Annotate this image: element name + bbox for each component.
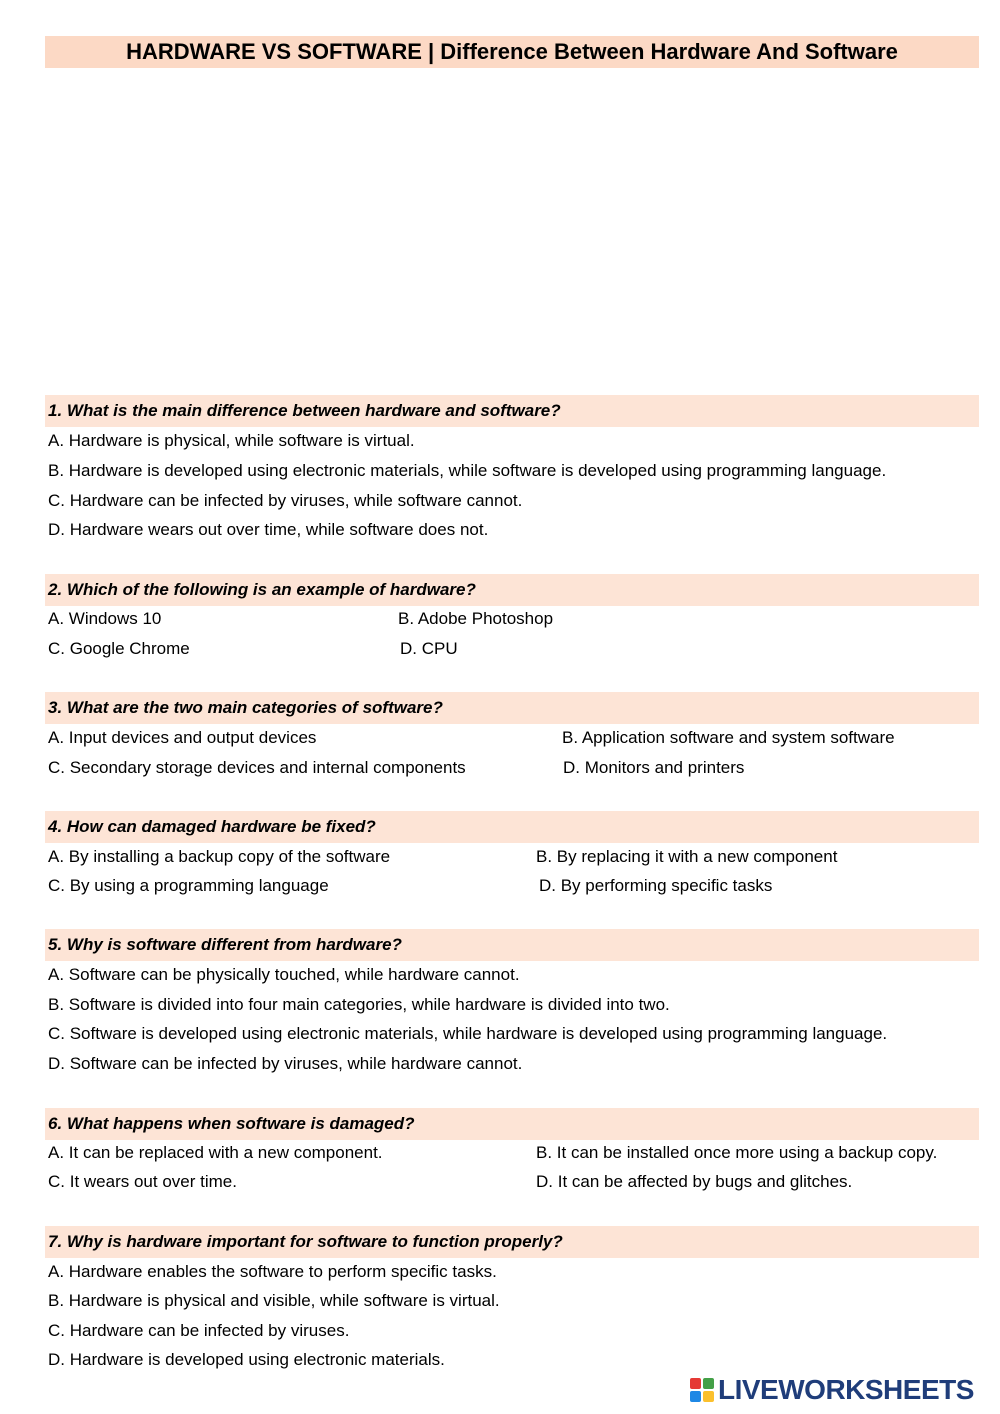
option-3d[interactable]: D. Monitors and printers: [563, 758, 745, 777]
question-7: 7. Why is hardware important for software to function properly?: [45, 1226, 979, 1258]
option-2b[interactable]: B. Adobe Photoshop: [398, 609, 554, 628]
option-1a[interactable]: A. Hardware is physical, while software is virtual.: [48, 431, 415, 450]
question-6: 6. What happens when software is damaged?: [45, 1108, 979, 1140]
media-area: [45, 80, 979, 380]
question-3: 3. What are the two main categories of software?: [45, 692, 979, 724]
option-2d[interactable]: D. CPU: [400, 639, 458, 658]
option-7d[interactable]: D. Hardware is developed using electronic materials.: [48, 1350, 445, 1369]
option-4c[interactable]: C. By using a programming language: [48, 876, 329, 895]
option-1b[interactable]: B. Hardware is developed using electronic materials, while software is developed using programming language.: [48, 461, 887, 480]
option-3c[interactable]: C. Secondary storage devices and internal components: [48, 758, 466, 777]
option-7b[interactable]: B. Hardware is physical and visible, while software is virtual.: [48, 1291, 500, 1310]
question-4: 4. How can damaged hardware be fixed?: [45, 811, 979, 843]
option-4b[interactable]: B. By replacing it with a new component: [536, 847, 838, 866]
option-6c[interactable]: C. It wears out over time.: [48, 1172, 237, 1191]
option-4a[interactable]: A. By installing a backup copy of the software: [48, 847, 391, 866]
option-2a[interactable]: A. Windows 10: [48, 609, 162, 628]
option-6a[interactable]: A. It can be replaced with a new component.: [48, 1143, 383, 1162]
option-7a[interactable]: A. Hardware enables the software to perform specific tasks.: [48, 1262, 497, 1281]
option-1c[interactable]: C. Hardware can be infected by viruses, while software cannot.: [48, 491, 523, 510]
option-5b[interactable]: B. Software is divided into four main categories, while hardware is divided into two.: [48, 995, 670, 1014]
option-7c[interactable]: C. Hardware can be infected by viruses.: [48, 1321, 350, 1340]
logo-text: LIVEWORKSHEETS: [718, 1374, 974, 1405]
liveworksheets-logo[interactable]: [690, 1374, 990, 1406]
option-1d[interactable]: D. Hardware wears out over time, while software does not.: [48, 520, 489, 539]
option-6d[interactable]: D. It can be affected by bugs and glitches.: [536, 1172, 853, 1191]
option-3b[interactable]: B. Application software and system software: [562, 728, 895, 747]
option-2c[interactable]: C. Google Chrome: [48, 639, 190, 658]
question-2: 2. Which of the following is an example of hardware?: [45, 574, 979, 606]
option-5d[interactable]: D. Software can be infected by viruses, while hardware cannot.: [48, 1054, 523, 1073]
option-3a[interactable]: A. Input devices and output devices: [48, 728, 317, 747]
option-6b[interactable]: B. It can be installed once more using a backup copy.: [536, 1143, 938, 1162]
worksheet-title: HARDWARE VS SOFTWARE | Difference Between Hardware And Software: [45, 36, 979, 68]
question-5: 5. Why is software different from hardware?: [45, 929, 979, 961]
question-1: 1. What is the main difference between hardware and software?: [45, 395, 979, 427]
option-5a[interactable]: A. Software can be physically touched, while hardware cannot.: [48, 965, 520, 984]
option-5c[interactable]: C. Software is developed using electronic materials, while hardware is developed using programming language.: [48, 1024, 888, 1043]
liveworksheets-logo-icon: [690, 1378, 714, 1402]
option-4d[interactable]: D. By performing specific tasks: [539, 876, 773, 895]
